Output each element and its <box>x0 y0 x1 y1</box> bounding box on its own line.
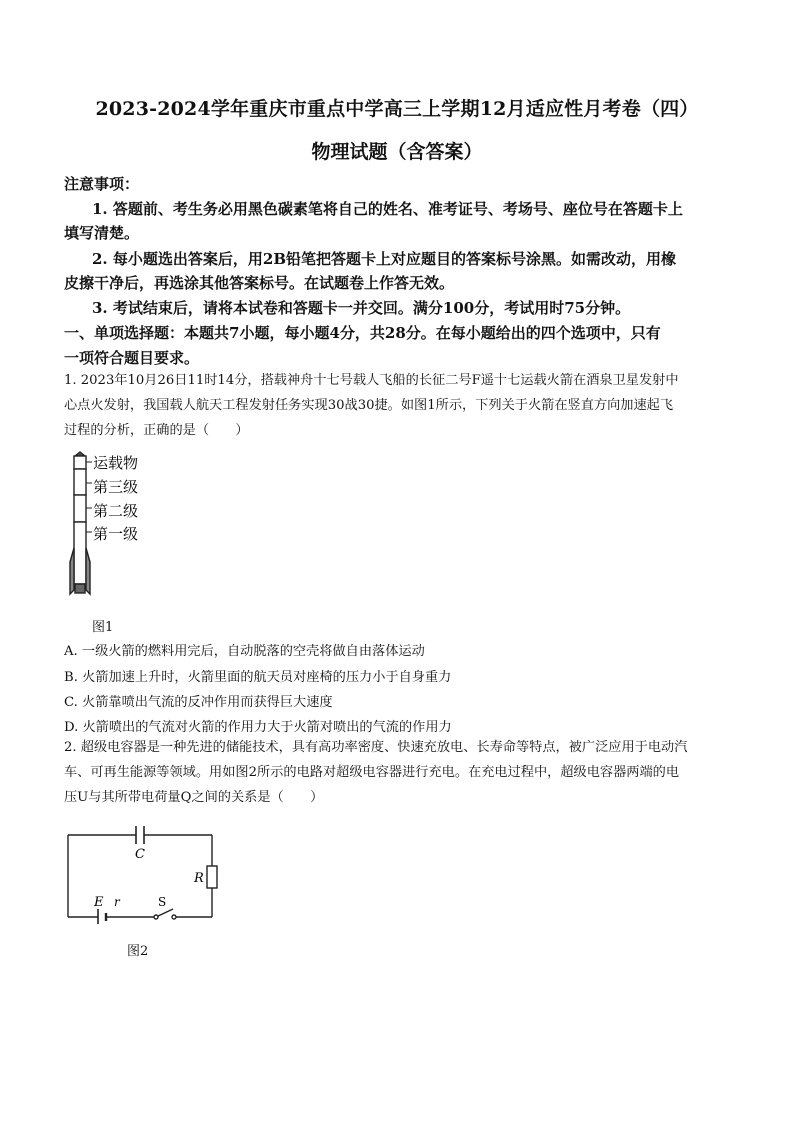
switch-symbol <box>154 909 176 919</box>
label-e: E <box>94 895 104 910</box>
section-heading-line-b: 一项符合题目要求。 <box>64 349 200 367</box>
q1-option-b: B. 火箭加速上升时，火箭里面的航天员对座椅的压力小于自身重力 <box>64 670 452 685</box>
q1-stem-line-a: 1. 2023年10月26日11时14分，搭载神舟十七号载人飞船的长征二号F遥十七运载火箭在酒泉卫星发射中 <box>64 373 679 388</box>
note-1-line-a: 1. 答题前、考生务必用黑色碳素笔将自己的姓名、准考证号、考场号、座位号在答题卡上 <box>92 200 683 218</box>
figure-1-caption: 图1 <box>92 620 114 635</box>
rocket-leaders <box>86 462 92 532</box>
rocket-label-stage1: 第一级 <box>93 525 139 543</box>
section-heading-line-a: 一、单项选择题：本题共7小题，每小题4分，共28分。在每小题给出的四个选项中，只有 <box>64 324 661 342</box>
figure-2-caption: 图2 <box>127 944 149 959</box>
q2-stem-line-a: 2. 超级电容器是一种先进的储能技术，具有高功率密度、快速充放电、长寿命等特点，被广泛应用于电动汽 <box>64 740 688 755</box>
q2-stem-line-b: 车、可再生能源等领域。用如图2所示的电路对超级电容器进行充电。在充电过程中，超级电容器两端的电 <box>64 765 680 780</box>
rocket-figure <box>66 450 176 606</box>
q1-stem-line-c: 过程的分析，正确的是（ ） <box>64 423 249 438</box>
note-2-line-b: 皮擦干净后，再选涂其他答案标号。在试题卷上作答无效。 <box>64 274 455 292</box>
q1-option-a: A. 一级火箭的燃料用完后，自动脱落的空壳将做自由落体运动 <box>64 644 425 659</box>
exam-subtitle: 物理试题（含答案） <box>311 141 483 163</box>
q1-option-c: C. 火箭靠喷出气流的反冲作用而获得巨大速度 <box>64 695 333 710</box>
rocket-body <box>70 452 90 594</box>
note-3: 3. 考试结束后，请将本试卷和答题卡一并交回。满分100分，考试用时75分钟。 <box>92 299 631 317</box>
battery-symbol <box>98 909 106 924</box>
circuit-figure <box>62 820 222 924</box>
q1-option-d: D. 火箭喷出的气流对火箭的作用力大于火箭对喷出的气流的作用力 <box>64 720 452 735</box>
notes-heading: 注意事项： <box>64 175 140 193</box>
label-c: C <box>135 847 145 862</box>
note-1-line-b: 填写清楚。 <box>64 224 140 242</box>
q2-stem-line-c: 压U与其所带电荷量Q之间的关系是（ ） <box>64 790 324 805</box>
rocket-label-payload: 运载物 <box>93 454 139 472</box>
resistor-symbol <box>207 866 217 888</box>
note-2-line-a: 2. 每小题选出答案后，用2B铅笔把答题卡上对应题目的答案标号涂黑。如需改动，用橡 <box>92 250 677 268</box>
label-r: R <box>194 871 204 886</box>
label-s: S <box>158 895 167 909</box>
rocket-label-stage3: 第三级 <box>93 478 139 496</box>
rocket-label-stage2: 第二级 <box>93 502 139 520</box>
q1-stem-line-b: 心点火发射，我国载人航天工程发射任务实现30战30捷。如图1所示，下列关于火箭在竖直方向加速起飞 <box>64 398 674 413</box>
exam-title: 2023-2024学年重庆市重点中学高三上学期12月适应性月考卷（四） <box>95 98 699 120</box>
capacitor-symbol <box>136 826 144 844</box>
label-r-internal: r <box>114 895 120 909</box>
